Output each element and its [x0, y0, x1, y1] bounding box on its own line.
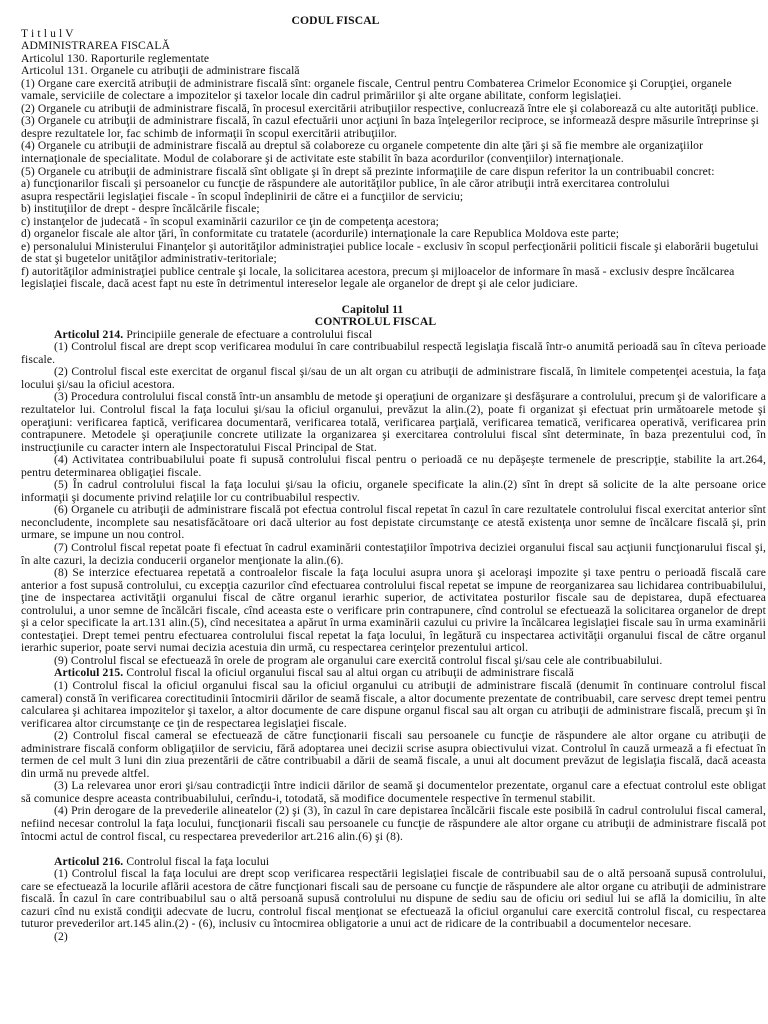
document-page [21, 15, 766, 943]
paragraph: (7) Controlul fiscal repetat poate fi efectuat în cadrul examinării contestaţiilor împotriva deciziei organului fiscal sau acţiunii funcţionarului fiscal şi, în alte cazuri, la decizia conducerii organelor menţionate la alin.(6). [21, 540, 766, 567]
paragraph: (4) Organele cu atribuţii de administrare fiscală au dreptul să colaboreze cu organele competente din alte ţări şi să fie membre ale organizaţiilor internaţionale de specialitate. Modul de colaborare şi de activitate este stabilit în baza acordurilor (convenţiilor) internaţionale. [21, 139, 704, 166]
chapter-title: CONTROLUL FISCAL [314, 315, 437, 329]
title-v-section [21, 28, 766, 291]
list-item: e) personalului Ministerului Finanţelor şi autorităţilor administraţiei publice locale - exclusiv în scopul perfecţionării politicii fiscale şi elaborării bugetului de stat şi bugetelor unităţilor administrativ-teritoriale; [21, 239, 759, 266]
list-item: d) organelor fiscale ale altor ţări, în conformitate cu tratatele (acordurile) internaţionale la care Republica Moldova este parte; [21, 227, 620, 241]
article-title: Controlul fiscal la oficiul organului fiscal sau al altui organ cu atribuţii de administrare fiscală [126, 666, 574, 680]
list-item: a) funcţionarilor fiscali şi persoanelor cu funcţie de răspundere ale autorităţilor publice, în ale căror atribuţii intră exercitarea controlului [21, 177, 670, 191]
article-number: Articolul 215. [54, 666, 124, 680]
paragraph: (5) În cadrul controlului fiscal la faţa locului şi/sau la oficiu, organele specificate la alin.(2) sînt în drept să solicite de la alte persoane orice informaţii şi documente privind relaţiile lor cu contribuabilul respectiv. [21, 478, 766, 504]
paragraph: (3) Procedura controlului fiscal constă într-un ansamblu de metode şi operaţiuni de organizare şi desfăşurare a controlului, precum şi de valorificare a rezultatelor lui. Controlul fiscal la faţa locului şi/sau la oficiul organului, prevăzut la alin.(2), poate fi organizat şi efectuat prin următoarele metode şi operaţiuni: verificarea faptică, verificarea documentară, verificarea totală, verificarea parţială, verificarea tematică, verificarea operativă, verificarea prin contrapunere. Metodele şi operaţiunile concrete utilizate la organizarea şi exercitarea controlului fiscal sînt determinate, în baza prezentului cod, în instrucţiunile cu caracter intern ale Inspectoratului Fiscal Principal de Stat. [21, 390, 766, 454]
paragraph: (3) Organele cu atribuţii de administrare fiscală, în cazul efectuării unor acţiuni în baza înţelegerilor reciproce, se informează despre măsurile întreprinse şi despre rezultatele lor, fac schimb de informaţii în scopul exercitării atribuţiilor. [21, 114, 759, 140]
chapter-section [21, 304, 766, 944]
article-title: Controlul fiscal la faţa locului [126, 854, 270, 868]
paragraph: (3) La relevarea unor erori şi/sau contradicţii între indicii dărilor de seamă şi documentelor prezentate, organul care a efectuat controlul este obligat să comunice despre aceasta contribuabilului, cerîndu-i, totodată, să modifice documentele respective în termenul stabilit. [21, 779, 766, 805]
article-number: Articolul 216. [54, 854, 124, 868]
title-line: T i t l u l V [21, 26, 74, 40]
paragraph: (2) Organele cu atribuţii de administrare fiscală, în procesul exercitării atribuţiilor respective, conlucrează între ele şi colaborează cu alte autorităţi publice. [21, 101, 759, 115]
list-item: c) instanţelor de judecată - în scopul examinării cazurilor ce ţin de competenţa acestora; [21, 214, 440, 228]
paragraph: (1) Controlul fiscal la faţa locului are drept scop verificarea respectării legislaţiei fiscale de contribuabil sau de o altă persoană supusă controlului, care se efectuează la locurile aflării acestora de către funcţionari fiscali sau de persoane cu funcţie de răspundere ale altor organe cu atribuţii de administrare fiscală. În cazul în care contribuabilul sau o altă persoană supusă controlului nu dispune de sediu sau de oficiu ori sediul lui se află la domiciliu, în alte cazuri cînd nu există condiţii adecvate de lucru, controlul fiscal menţionat se efectuează la oficiul organului care exercită controlul fiscal, cu respectarea tuturor prevederilor art.145 alin.(2) - (6), inclusiv cu întocmirea obligatorie a unui act de ridicare de la contribuabil a documentelor necesare. [21, 867, 766, 931]
chapter-label: Capitolul 11 [341, 302, 404, 316]
document-title: CODUL FISCAL [291, 14, 380, 27]
paragraph: (2) [54, 929, 68, 943]
paragraph: (1) Controlul fiscal are drept scop verificarea modului în care contribuabilul respectă legislaţia fiscală într-o anumită perioadă sau în cîteva perioade fiscale. [21, 340, 766, 366]
paragraph: (8) Se interzice efectuarea repetată a controalelor fiscale la faţa locului asupra unora şi aceloraşi impozite şi taxe pentru o perioadă fiscală care anterior a fost supusă controlului, cu excepţia cazurilor cînd efectuarea controlului fiscal repetat se impune de reorganizarea sau lichidarea contribuabilului, ţine de inspectarea activităţii organului fiscal de către organul ierarhic superior, de activitatea posturilor fiscale sau de depistarea, după efectuarea controlului, a unor semne de încălcări fiscale, cînd aceasta este o verificare prin contrapunere, cînd controlul se efectuează la solicitarea organelor de drept şi a celor specificate la art.131 alin.(5), cînd necesitatea a apărut în urma examinării cazului cu privire la încălcarea legislaţiei fiscale sau în urma examinării contestaţiei. Drept temei pentru efectuarea controlului fiscal repetat la faţa locului, în legătură cu inspectarea activităţii organului fiscal de către organul ierarhic superior, poate servi numai decizia acestuia din urmă, cu respectarea cerinţelor prezentului articol. [21, 566, 766, 655]
paragraph: (4) Activitatea contribuabilului poate fi supusă controlului fiscal pentru o perioadă ce nu depăşeşte termenele de prescripţie, stabilite la art.264, pentru determinarea obligaţiei fiscale. [21, 453, 766, 479]
paragraph: (5) Organele cu atribuţii de administrare fiscală sînt obligate şi în drept să prezinte informaţiile de care dispun referitor la un contribuabil concret: [21, 164, 715, 178]
article-number: Articolul 214. [54, 327, 124, 341]
article-title: Principiile generale de efectuare a controlului fiscal [126, 327, 373, 341]
list-item: b) instituţiilor de drept - despre încălcările fiscale; [21, 202, 260, 216]
article-131-heading: Articolul 131. Organele cu atribuţii de administrare fiscală [21, 64, 300, 78]
list-item-continuation: asupra respectării legislaţiei fiscale - în scopul îndeplinirii de către ei a funcţiilor de serviciu; [21, 189, 464, 203]
paragraph: (1) Organe care exercită atribuţii de administrare fiscală sînt: organele fiscale, Centrul pentru Combaterea Crimelor Economice şi Corupţiei, organele vamale, serviciile de colectare a impozitelor şi taxelor locale din cadrul primăriilor şi alte organe abilitate, conform legislaţiei. [21, 76, 732, 103]
paragraph: (1) Controlul fiscal la oficiul organului fiscal sau la oficiul organului cu atribuţii de administrare fiscală (denumit în continuare controlul fiscal cameral) constă în verificarea corectitudinii întocmirii dărilor de seamă fiscale, a altor documente prezentate de contribuabil, care servesc drept temei pentru calcularea şi achitarea impozitelor şi taxelor, a altor documente de care dispune organul fiscal sau alt organ cu atribuţii de administrare fiscală, precum şi în verificarea altor circumstanţe ce ţin de respectarea legislaţiei fiscale. [21, 678, 766, 730]
list-item: f) autorităţilor administraţiei publice centrale şi locale, la solicitarea acestora, precum şi mijloacelor de informare în masă - exclusiv despre încălcarea legislaţiei fiscale, dacă acest fapt nu este în detrimentul intereselor legale ale organelor de drept şi ale celor judiciare. [21, 264, 735, 291]
paragraph: (2) Controlul fiscal cameral se efectuează de către funcţionarii fiscali sau persoanele cu funcţie de răspundere ale altor organe cu atribuţii de administrare fiscală conform obligaţiilor de serviciu, fără adoptarea unei decizii scrise asupra obiectivului vizat. Controlul în cauză urmează a fi efectuat în termen de cel mult 3 luni din ziua prezentării de către contribuabil a dării de seamă fiscale, a unui alt document prevăzut de legislaţia fiscală, dacă aceasta din urmă nu prevede altfel. [21, 729, 766, 780]
paragraph: (2) Controlul fiscal este exercitat de organul fiscal şi/sau de un alt organ cu atribuţii de administrare fiscală, în limitele competenţei acestuia, la faţa locului şi/sau la oficiul acestora. [21, 365, 766, 391]
paragraph: (6) Organele cu atribuţii de administrare fiscală pot efectua controlul fiscal repetat în cazul în care rezultatele controlului fiscal exercitat anterior sînt neconcludente, incomplete sau nesatisfăcătoare ori dacă ulterior au fost depistate circumstanţe ce atestă existenţa unor semne de încălcare fiscală şi, prin urmare, se impune un nou control. [21, 503, 766, 542]
paragraph: (9) Controlul fiscal se efectuează în orele de program ale organului care exercită controlul fiscal şi/sau cele ale contribuabilului. [54, 653, 663, 667]
section-heading: ADMINISTRAREA FISCALĂ [21, 39, 171, 53]
paragraph: (4) Prin derogare de la prevederile alineatelor (2) şi (3), în cazul în care depistarea încălcării fiscale este posibilă în cadrul controlului fiscal cameral, nefiind necesar controlul la faţa locului, funcţionarii fiscali sau persoanele cu funcţie de răspundere ale altor organe cu atribuţii de administrare fiscală pot întocmi actul de control fiscal, cu respectarea prevederilor art.216 alin.(6) şi (8). [21, 804, 766, 843]
article-130-heading: Articolul 130. Raporturile reglementate [21, 51, 210, 65]
